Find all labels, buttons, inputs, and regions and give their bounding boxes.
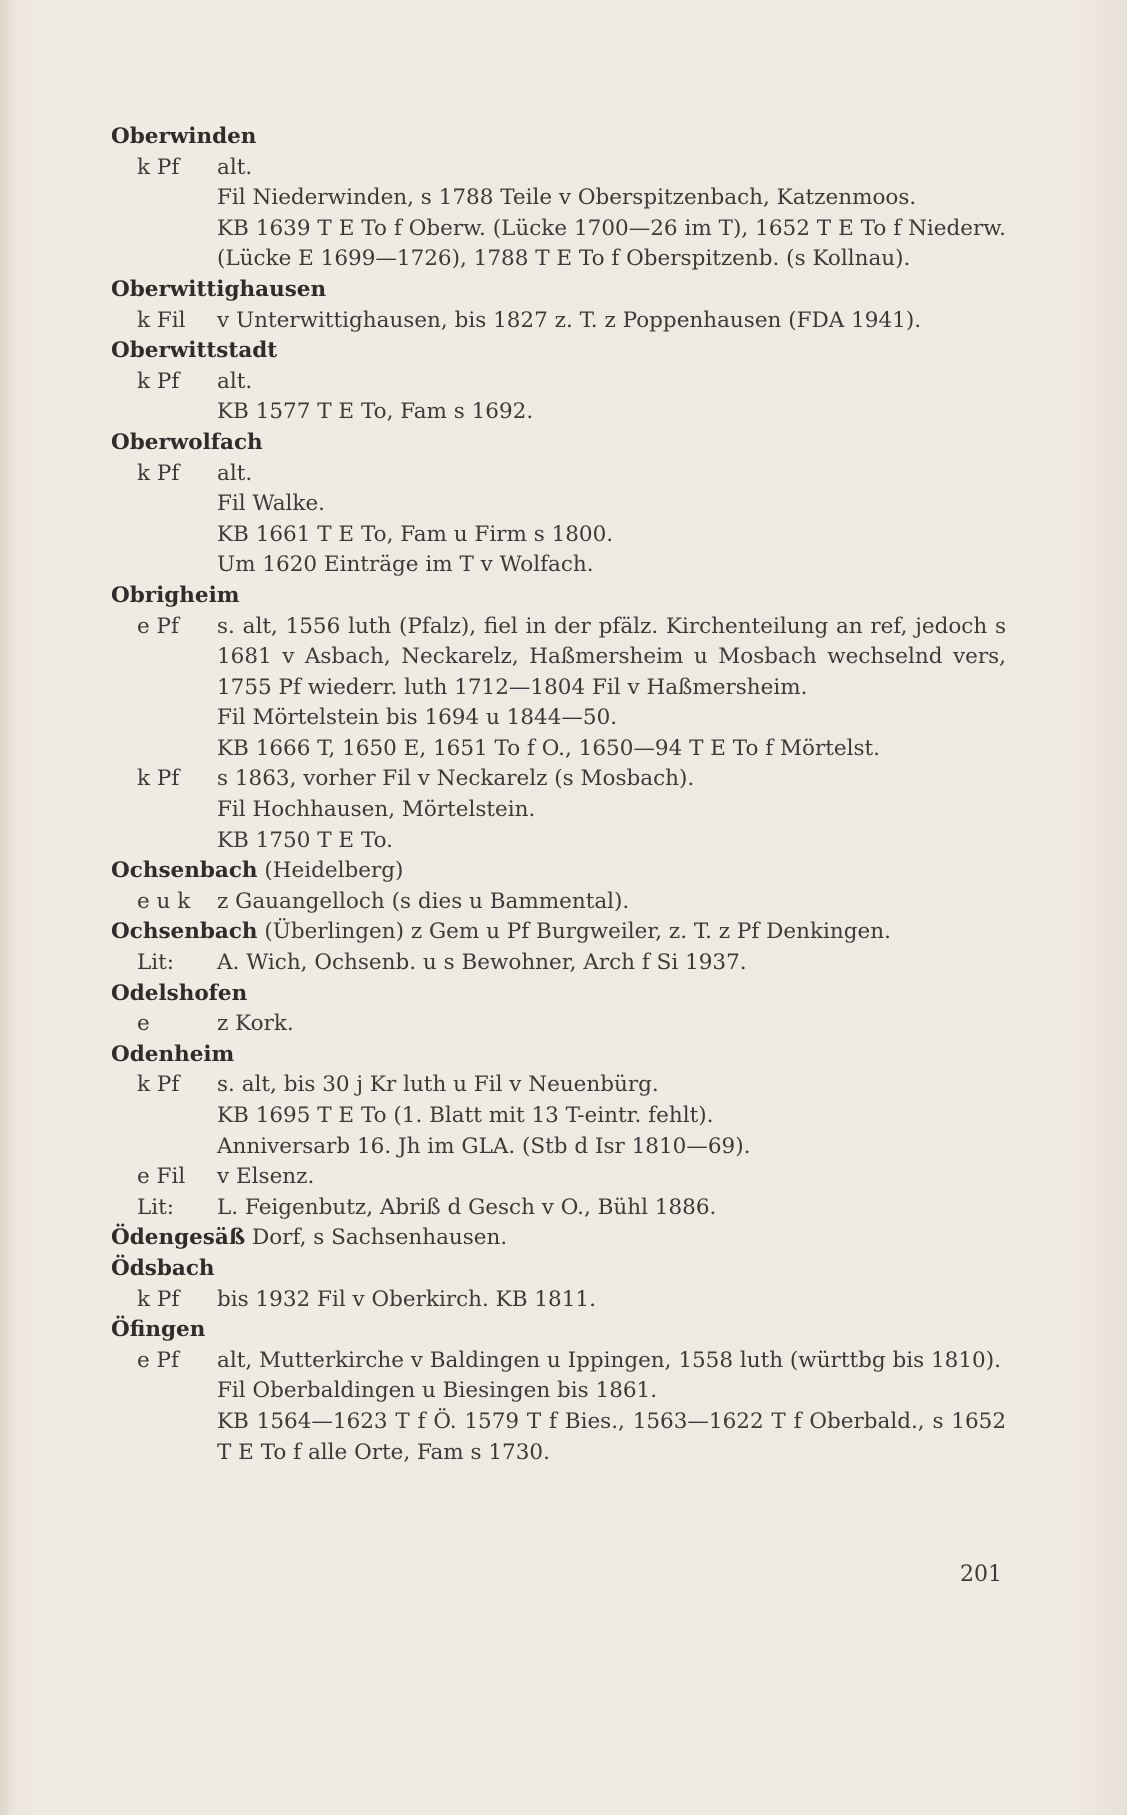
entry-label: k Pf (137, 460, 180, 486)
entry (111, 979, 1006, 1040)
entry-text: Fil Walke. (217, 491, 326, 517)
entry-line (111, 612, 1006, 704)
entry-label: k Pf (137, 154, 180, 180)
entry-heading-line (111, 275, 1006, 306)
entry-heading-line (111, 122, 1006, 153)
entry-line (111, 764, 1006, 795)
entry-text: z Kork. (217, 1011, 294, 1037)
entry-label: k Fil (137, 307, 186, 333)
entry-heading: Oberwinden (111, 124, 257, 149)
page-number: 201 (960, 1562, 1002, 1587)
entry-text: KB 1577 T E To, Fam s 1692. (217, 399, 534, 425)
entry-text: alt. (217, 460, 253, 486)
entry-heading-line (111, 1040, 1006, 1071)
entry-label: Lit: (137, 950, 175, 976)
entry-heading-line (111, 1315, 1006, 1346)
entry-heading: Ochsenbach (111, 858, 258, 884)
entry-text: v Elsenz. (217, 1164, 315, 1190)
entry-label: e Pf (137, 1347, 179, 1373)
entry-heading: Ödsbach (111, 1255, 215, 1281)
entry-line (111, 1009, 1006, 1040)
entry-heading: Öfingen (111, 1317, 206, 1343)
entry-line (111, 1162, 1006, 1193)
entry-heading-note: (Überlingen) z Gem u Pf Burgweiler, z. T. z Pf Denkingen. (257, 919, 891, 945)
entry-heading: Oberwittighausen (111, 276, 327, 302)
entry-label: e Fil (137, 1164, 186, 1190)
entry-heading-line (111, 917, 1006, 948)
entry-text: s. alt, bis 30 j Kr luth u Fil v Neuenbürg. (217, 1072, 659, 1098)
entry-heading: Oberwittstadt (111, 338, 278, 364)
entry-line (111, 367, 1006, 398)
entry-text: s. alt, 1556 luth (Pfalz), fiel in der pfälz. Kirchenteilung an ref, jedoch s 1681 v Asbach, Neckarelz, Haßmersheim u Mosbach wechselnd vers, 1755 Pf wiederr. luth 1712—1804 Fil v Haßmersheim. (217, 613, 1006, 700)
entry-heading-line (111, 979, 1006, 1010)
entry-text: Anniversarb 16. Jh im GLA. (Stb d Isr 1810—69). (217, 1133, 751, 1159)
entry-text: Um 1620 Einträge im T v Wolfach. (217, 552, 594, 578)
entry-heading-line (111, 1254, 1006, 1285)
entry-line (111, 1285, 1006, 1316)
entry-label: Lit: (137, 1194, 175, 1220)
entry-line (111, 459, 1006, 490)
entry (111, 1254, 1006, 1315)
entry-label: k Pf (137, 368, 180, 394)
entry-text: KB 1750 T E To. (217, 827, 394, 853)
entry-label: k Pf (137, 1072, 180, 1098)
entry (111, 275, 1006, 336)
entry-line (111, 153, 1006, 184)
dictionary-entries (111, 122, 1006, 1468)
entry-heading: Odelshofen (111, 980, 248, 1006)
entry (111, 1223, 1006, 1254)
entry-text: s 1863, vorher Fil v Neckarelz (s Mosbach). (217, 766, 695, 792)
entry-heading-note: (Heidelberg) (257, 858, 404, 884)
entry-heading-note: Dorf, s Sachsenhausen. (245, 1225, 508, 1251)
entry-text: alt, Mutterkirche v Baldingen u Ippingen, 1558 luth (württbg bis 1810). (217, 1347, 1001, 1373)
entry (111, 581, 1006, 856)
entry-label: e (137, 1011, 150, 1037)
entry-text: KB 1695 T E To (1. Blatt mit 13 T-eintr. fehlt). (217, 1103, 714, 1128)
entry-text: L. Feigenbutz, Abriß d Gesch v O., Bühl 1886. (217, 1194, 717, 1220)
entry-text: KB 1564—1623 T f Ö. 1579 T f Bies., 1563—1622 T f Oberbald., s 1652 T E To f alle Orte, Fam s 1730. (217, 1408, 1006, 1465)
entry-label: k Pf (137, 766, 180, 792)
entry-text: KB 1666 T, 1650 E, 1651 To f O., 1650—94 T E To f Mörtelst. (217, 735, 881, 761)
entry-heading-line (111, 1223, 1006, 1254)
entry-line (111, 887, 1006, 918)
entry (111, 856, 1006, 917)
entry-text: Fil Niederwinden, s 1788 Teile v Oberspitzenbach, Katzenmoos. (217, 185, 917, 211)
entry (111, 1040, 1006, 1224)
entry-line (111, 306, 1006, 337)
entry-text: bis 1932 Fil v Oberkirch. KB 1811. (217, 1286, 596, 1312)
entry (111, 336, 1006, 428)
entry (111, 1315, 1006, 1468)
entry-heading-line (111, 581, 1006, 612)
entry-heading: Odenheim (111, 1041, 235, 1067)
entry-heading: Ochsenbach (111, 919, 258, 945)
entry-text: KB 1639 T E To f Oberw. (Lücke 1700—26 im T), 1652 T E To f Niederw. (Lücke E 1699—1726), 1788 T E To f Oberspitzenb. (s Kollnau). (217, 215, 1006, 272)
entry-line (111, 1346, 1006, 1377)
entry-text: Fil Mörtelstein bis 1694 u 1844—50. (217, 705, 618, 731)
entry-text: KB 1661 T E To, Fam u Firm s 1800. (217, 521, 614, 547)
entry-label: e u k (137, 888, 191, 914)
entry-line (111, 1193, 1006, 1224)
entry-label: e Pf (137, 613, 179, 639)
entry-text: z Gauangelloch (s dies u Bammental). (217, 888, 630, 914)
entry-text: alt. (217, 368, 253, 394)
entry-text: Fil Oberbaldingen u Biesingen bis 1861. (217, 1378, 658, 1404)
entry-heading: Ödengesäß (111, 1225, 246, 1251)
entry-text: A. Wich, Ochsenb. u s Bewohner, Arch f Si 1937. (217, 950, 747, 976)
entry-text: Fil Hochhausen, Mörtelstein. (217, 797, 536, 823)
entry-text: alt. (217, 154, 253, 180)
entry-text: v Unterwittighausen, bis 1827 z. T. z Poppenhausen (FDA 1941). (217, 307, 922, 333)
entry (111, 122, 1006, 275)
entry-line (111, 948, 1006, 979)
entry (111, 917, 1006, 978)
entry-heading: Obrigheim (111, 582, 240, 608)
entry (111, 428, 1006, 581)
entry-heading-line (111, 856, 1006, 887)
entry-line (111, 1070, 1006, 1101)
entry-heading-line (111, 428, 1006, 459)
entry-heading-line (111, 336, 1006, 367)
entry-label: k Pf (137, 1286, 180, 1312)
entry-heading: Oberwolfach (111, 429, 263, 455)
